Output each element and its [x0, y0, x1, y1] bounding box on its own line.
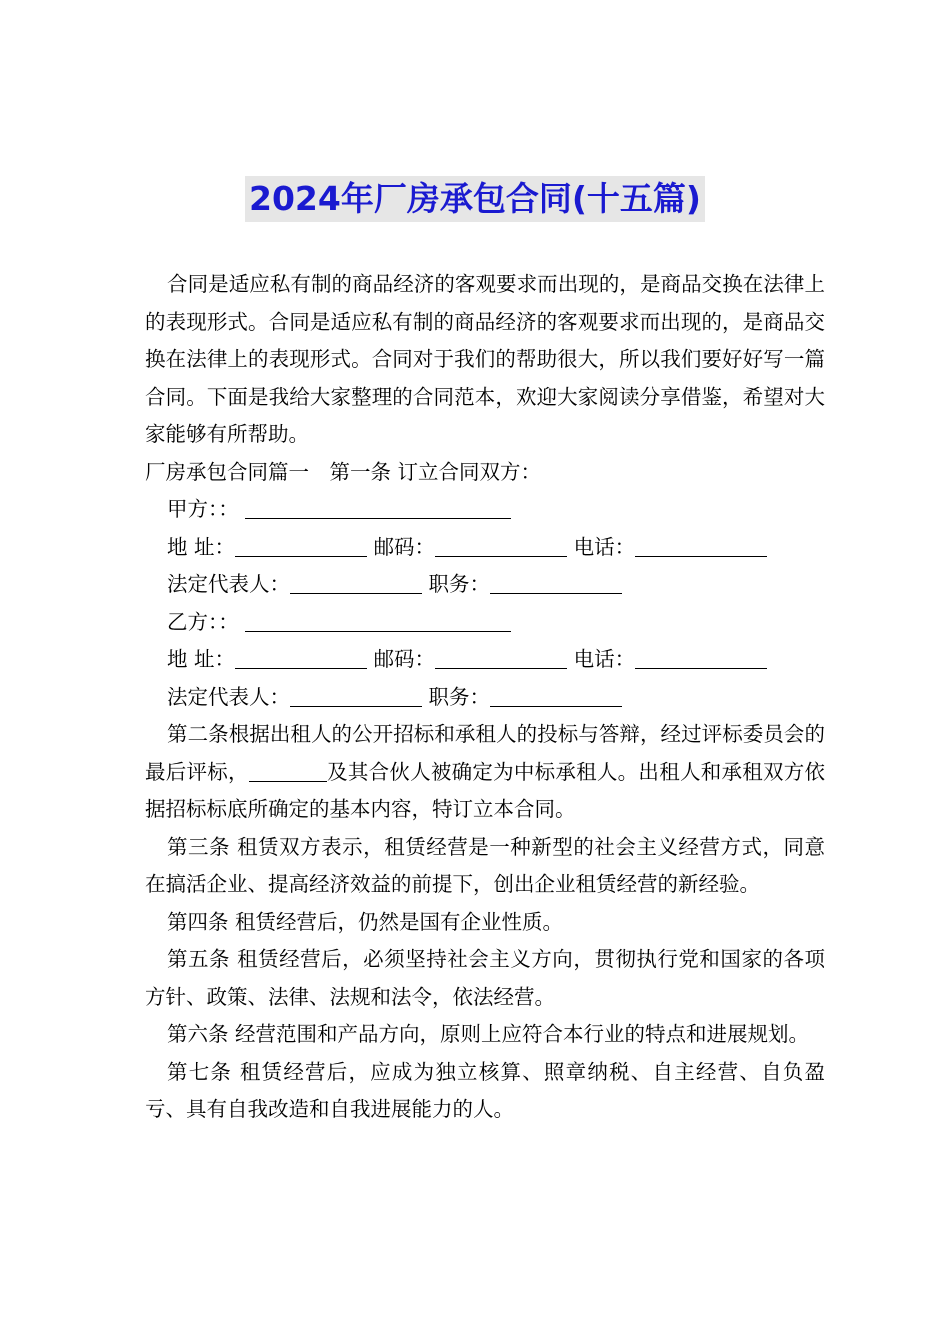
- article-6: 第六条 经营范围和产品方向，原则上应符合本行业的特点和进展规划。: [167, 1022, 810, 1046]
- party-b-position-label: 职务：: [428, 684, 491, 709]
- party-a-rep-line: [145, 566, 825, 604]
- party-b-address-line: [145, 641, 825, 679]
- article-2: [145, 716, 825, 829]
- party-b-label: 乙方：：: [167, 609, 239, 634]
- party-a-postcode-label: 邮码：: [373, 534, 436, 559]
- party-a-position-label: 职务：: [428, 572, 491, 596]
- party-b-rep-label: 法定代表人：: [167, 684, 290, 709]
- party-b-address-label: 地 址：: [167, 647, 236, 671]
- section-heading: 厂房承包合同篇一 第一条 订立合同双方：: [145, 459, 542, 484]
- party-b-postcode-label: 邮码：: [373, 647, 436, 671]
- party-a-rep-blank[interactable]: [290, 571, 422, 594]
- party-b-rep-blank[interactable]: [290, 684, 422, 707]
- party-b-phone-blank[interactable]: [635, 646, 767, 669]
- document-title: 2024年厂房承包合同(十五篇): [245, 176, 705, 222]
- party-a-phone-label: 电话：: [573, 534, 636, 559]
- party-b-postcode-blank[interactable]: [435, 646, 567, 669]
- party-a-address-blank[interactable]: [235, 534, 367, 557]
- party-b-phone-label: 电话：: [573, 647, 636, 671]
- party-a-phone-blank[interactable]: [635, 534, 767, 557]
- article-2-text-after: 及其合伙人被确定为中标承租人。出租人和承租双方依据招标标底所确定的基本内容，特订立本合同。: [145, 759, 826, 821]
- article-4: 第四条 租赁经营后，仍然是国有企业性质。: [167, 909, 564, 934]
- party-b-line: [145, 604, 825, 642]
- article-2-text-before: 第二条根据出租人的公开招标和承租人的投标与答辩，经过评标委员会的最后评标，: [145, 722, 825, 784]
- document-body: [145, 266, 825, 1129]
- title-container: [0, 176, 950, 222]
- party-a-label: 甲方：：: [167, 497, 239, 521]
- party-a-line: [145, 491, 825, 529]
- intro-paragraph: 合同是适应私有制的商品经济的客观要求而出现的，是商品交换在法律上的表现形式。合同是适应私有制的商品经济的客观要求而出现的，是商品交换在法律上的表现形式。合同对于我们的帮助很大，所以我们要好好写一篇合同。下面是我给大家整理的合同范本，欢迎大家阅读分享借鉴，希望对大家能够有所帮助。: [145, 272, 825, 446]
- party-a-position-blank[interactable]: [490, 571, 622, 594]
- party-b-blank[interactable]: [245, 609, 511, 632]
- party-b-position-blank[interactable]: [490, 684, 622, 707]
- party-a-rep-label: 法定代表人：: [167, 572, 290, 596]
- article-3: 第三条 租赁双方表示，租赁经营是一种新型的社会主义经营方式，同意在搞活企业、提高经济效益的前提下，创出企业租赁经营的新经验。: [145, 834, 825, 896]
- article-2-blank[interactable]: [249, 759, 327, 782]
- party-a-address-label: 地 址：: [167, 534, 236, 559]
- party-b-rep-line: [145, 679, 825, 717]
- party-a-blank[interactable]: [245, 496, 511, 519]
- article-5: 第五条 租赁经营后，必须坚持社会主义方向，贯彻执行党和国家的各项方针、政策、法律、法规和法令，依法经营。: [145, 947, 825, 1009]
- party-b-address-blank[interactable]: [235, 646, 367, 669]
- party-a-address-line: [145, 529, 825, 567]
- party-a-postcode-blank[interactable]: [435, 534, 567, 557]
- article-7: 第七条 租赁经营后，应成为独立核算、照章纳税、自主经营、自负盈亏、具有自我改造和自我进展能力的人。: [145, 1059, 825, 1121]
